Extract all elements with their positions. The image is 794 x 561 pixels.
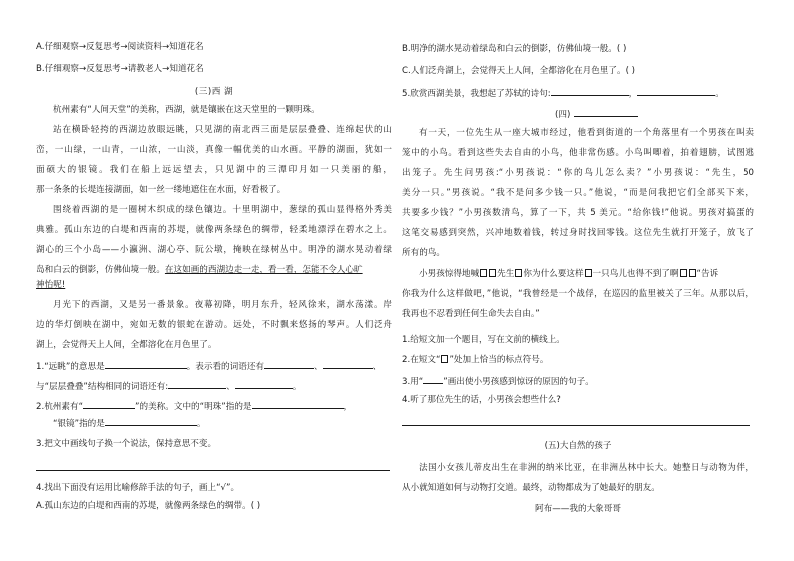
s4-para1-line4: 美分一只。”男孩说。“我不是问多少钱一只。”他说，“而是问我把它们全部买下来， xyxy=(402,188,754,198)
rq2-text-b: ”处加上恰当的标点符号。 xyxy=(449,355,549,365)
title-blank[interactable] xyxy=(574,107,638,117)
q5-text-a: 5.欣赏西湖美景，我想起了苏轼的诗句: xyxy=(402,89,551,99)
q2-text-c: ， xyxy=(343,402,353,412)
s4-para1-line2: 笼中的小鸟。看到这些失去自由的小鸟，他非常伤感。小鸟叫唧着，拍着翅膀，试图逃 xyxy=(402,148,754,158)
question-2-line2 xyxy=(53,416,205,430)
question-4-option-a: A.孤山东边的白堤和西南的苏堤，就像两条绿色的绸带。( ) xyxy=(36,501,261,511)
q1-text-f: 、 xyxy=(226,382,235,392)
q5-text-c: 。 xyxy=(715,89,724,99)
section-4-number: (四) xyxy=(555,110,571,120)
answer-line[interactable] xyxy=(36,470,390,471)
q1-text-b: 。表示看的词语还有 xyxy=(186,362,265,372)
punctuation-box[interactable] xyxy=(489,269,496,277)
section-4-title xyxy=(555,107,638,121)
para3-line4 xyxy=(36,264,363,276)
s4-para2-text-e: “告诉 xyxy=(696,269,719,279)
answer-blank[interactable] xyxy=(83,399,135,409)
q2-text-d: “银镜”指的是 xyxy=(53,419,105,429)
left-column xyxy=(36,0,392,561)
s4-para2-line2: 你我为什么这样做吧，”他说，“我曾经是一个战俘，在巡囚的监里被关了三年。从那以后， xyxy=(402,289,754,299)
q2-text-a: 2.杭州素有“ xyxy=(36,402,84,412)
s4-para2-text-d: 一只鸟儿也得不到了啊 xyxy=(592,269,679,279)
answer-blank[interactable] xyxy=(105,359,187,369)
section-5-subtitle: 阿布——我的大象哥哥 xyxy=(535,504,621,514)
right-column xyxy=(402,0,754,561)
rq3-text-a: 3.用“ xyxy=(402,377,424,387)
para3-line3: 湖心的三个小岛——小瀛洲、湖心亭、阮公墩，掩映在绿树丛中。明净的湖水晃动着绿 xyxy=(36,245,392,255)
q1-text-e: 与“层层叠叠”结构相同的词语还有: xyxy=(36,382,169,392)
q1-text-g: 。 xyxy=(292,382,302,392)
right-question-1: 1.给短文加一个题目，写在文前的横线上。 xyxy=(402,335,565,345)
question-1-line1 xyxy=(36,359,381,373)
para4-line3: 湖上，会觉得天上人间，全都溶化在月色里了。 xyxy=(36,340,217,350)
answer-blank[interactable] xyxy=(551,86,629,96)
question-4: 4.找出下面没有运用比喻修辞手法的句子，画上“√”。 xyxy=(36,483,240,493)
s4-para2-line1 xyxy=(419,268,718,280)
answer-blank[interactable] xyxy=(323,359,373,369)
s4-para2-line3: 我再也不忍看到任何生命失去自由。” xyxy=(402,309,540,319)
answer-blank[interactable] xyxy=(264,359,314,369)
right-question-2 xyxy=(402,354,548,366)
option-a: A.仔细观察→反复思考→阅读资料→知道花名 xyxy=(36,42,204,52)
underlined-sentence-part2: 神怡呢! xyxy=(36,280,66,290)
question-5 xyxy=(402,86,724,100)
s4-para1-line3: 出笼子。先生问男孩:“小男孩说：“你的鸟儿怎么卖？”小男孩说：“先生，50 xyxy=(402,168,754,178)
option-b: B.仔细观察→反复思考→请教老人→知道花名 xyxy=(36,64,204,74)
para2-line1: 站在横卧轻挎的西湖边放眼远眺，只见湖的南北西三面是层层叠叠、连绵起伏的山 xyxy=(53,125,392,135)
right-question-3 xyxy=(402,374,594,388)
q2-text-b: ”的美称。文中的“明珠”指的是 xyxy=(135,402,252,412)
para4-line1: 月光下的西湖，又是另一番景象。夜幕初降，明月东升，轻风徐来，湖水荡漾。岸 xyxy=(53,300,392,310)
para2-line2: 峦，一山绿，一山青，一山浓，一山淡，真像一幅优美的山水画。平静的湖面，犹如一 xyxy=(36,145,392,155)
para3-line1: 围绕着西湖的是一圈树木织成的绿色镶边。十里明湖中，葱绿的孤山显得格外秀美 xyxy=(53,205,392,215)
underlined-sentence-part1: 在这如画的西湖边走一走，看一看，怎能不令人心旷 xyxy=(164,265,363,275)
q1-text-d: 、 xyxy=(372,362,382,372)
question-4-option-b: B.明净的湖水晃动着绿岛和白云的倒影，仿佛仙境一般。( ) xyxy=(402,44,627,54)
para3-line2: 典雅。孤山东边的白堤和西南的苏堤，就像两条绿色的绸带，轻柔地漂浮在碧水之上。 xyxy=(36,225,392,235)
s4-para1-line5: 共要多少钱？”小男孩数清鸟，算了一下，共 5 美元。“给你钱!”他说。男孩对搞蛋的 xyxy=(402,208,754,218)
answer-blank[interactable] xyxy=(105,416,197,426)
rq2-text-a: 2.在短文“ xyxy=(402,355,441,365)
para3-line4-text: 岛和白云的倒影，仿佛仙境一般。 xyxy=(36,265,165,275)
q1-text-c: 、 xyxy=(314,362,323,372)
rq3-text-b: ”画出使小男孩感到惊讶的原因的句子。 xyxy=(443,377,594,387)
s5-line1: 法国小女孩儿蒂皮出生在非洲的纳米比亚，在非洲丛林中长大。她整日与动物为伴， xyxy=(419,463,754,473)
s5-line2: 从小就知道如何与动物打交道。最终，动物都成为了她最好的朋友。 xyxy=(402,483,660,493)
q1-text-a: 1.“远眺”的意思是 xyxy=(36,362,105,372)
s4-para2-text-a: 小男孩惊得地喊 xyxy=(419,269,480,279)
punctuation-box-icon xyxy=(441,355,448,363)
question-3: 3.把文中画线句子换一个说法，保持意思不变。 xyxy=(36,439,217,449)
q5-text-b: ， xyxy=(628,89,638,99)
para4-line2: 边的华灯倒映在湖中，宛如无数的银蛇在游动。远处，不时飘来悠扬的琴声。人们泛舟 xyxy=(36,320,392,330)
question-2-line1 xyxy=(36,399,352,413)
section-3-title: (三)西 湖 xyxy=(194,87,234,97)
answer-blank[interactable] xyxy=(637,86,715,96)
para1-line1: 杭州素有“人间天堂”的美称，西湖，就是镶嵌在这天堂里的一颗明珠。 xyxy=(53,105,320,115)
underline-sample xyxy=(423,374,443,384)
question-4-option-c: C.人们泛舟湖上，会觉得天上人间，全都溶化在月色里了。( ) xyxy=(402,66,636,76)
section-5-title: (五)大自然的孩子 xyxy=(544,441,612,451)
q2-text-e: 。 xyxy=(196,419,206,429)
para2-line4: 那一条条的长堤连接湖面，如一丝一缕地遮住在水面，好看极了。 xyxy=(36,185,286,195)
s4-para2-text-c: 你为什么要这样 xyxy=(523,269,584,279)
right-question-4: 4.听了那位先生的话，小男孩会想些什么? xyxy=(402,395,561,405)
answer-line[interactable] xyxy=(402,425,750,426)
para2-line3: 面硕大的银镜。我们在船上远远望去，只见湖中的三潭印月如一只美丽的船， xyxy=(36,165,392,175)
answer-blank[interactable] xyxy=(168,379,226,389)
s4-para1-line6: 这笔交易感到突然，兴冲地数着钱，转过身时找回零钱。这位先生就打开笼子，放飞了 xyxy=(402,228,754,238)
punctuation-box[interactable] xyxy=(585,269,592,277)
s4-para1-line7: 所有的鸟。 xyxy=(402,248,445,258)
punctuation-box[interactable] xyxy=(515,269,522,277)
punctuation-box[interactable] xyxy=(689,269,696,277)
answer-blank[interactable] xyxy=(235,379,293,389)
s4-para1-line1: 有一天，一位先生从一座大城市经过，他看到街道的一个角落里有一个男孩在叫卖 xyxy=(419,128,754,138)
punctuation-box[interactable] xyxy=(680,269,687,277)
s4-para2-text-b: 先生 xyxy=(497,269,515,279)
question-1-line2 xyxy=(36,379,301,393)
answer-blank[interactable] xyxy=(252,399,344,409)
punctuation-box[interactable] xyxy=(480,269,487,277)
